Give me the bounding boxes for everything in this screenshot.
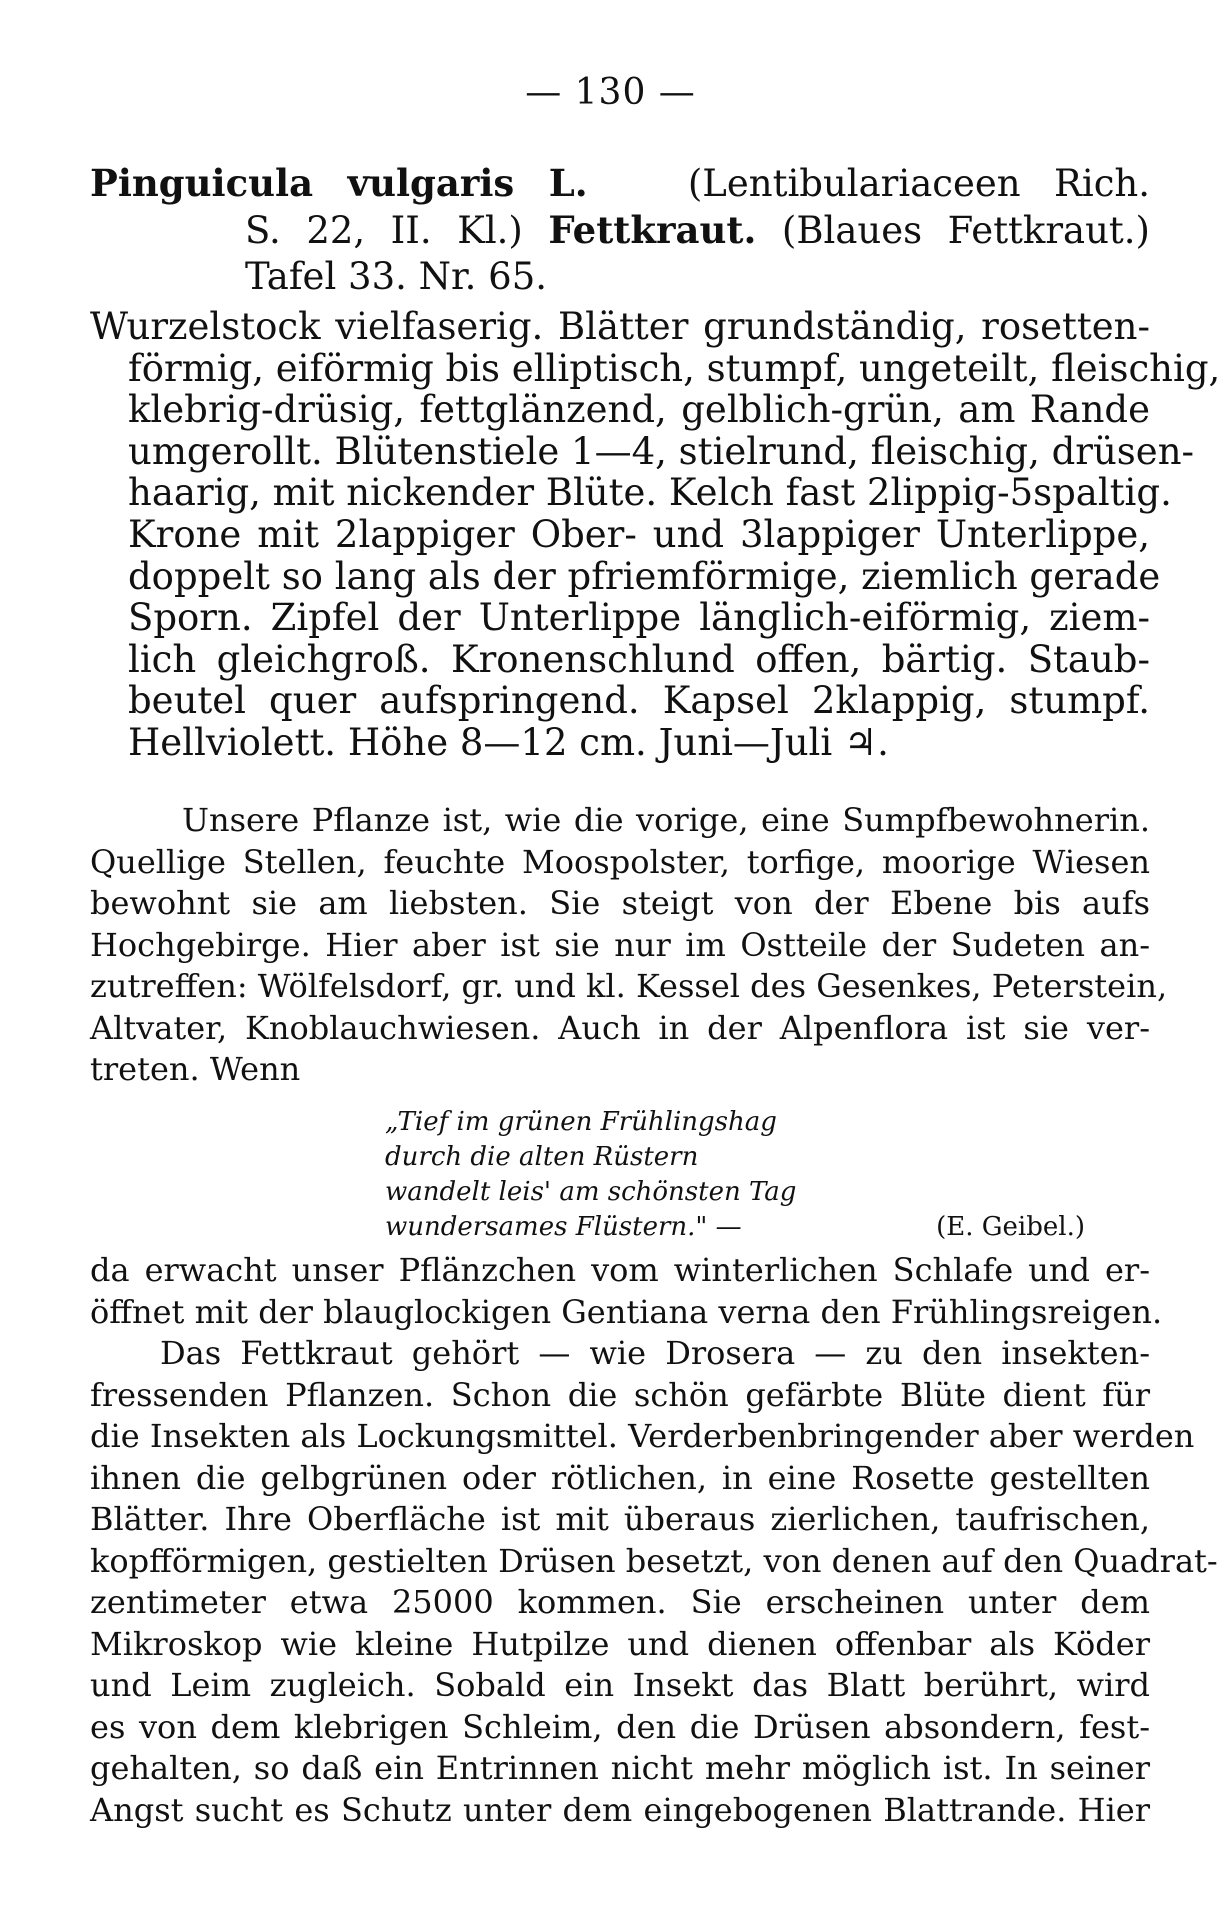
text-line: Angst sucht es Schutz unter dem eingebogenen Blattrande. Hier [90,1790,1150,1829]
text-line: Blätter. Ihre Oberfläche ist mit überaus zierlichen, taufrischen, [90,1500,1150,1538]
text-line: kopfförmigen, gestielten Drüsen besetzt, von denen auf den Quadrat- [90,1541,1218,1580]
family-name: (Lentibulariaceen Rich. [687,162,1151,205]
text-line: die Insekten als Lockungsmittel. Verderbenbringender aber werden [90,1417,1195,1455]
description-paragraph [90,305,1221,764]
heading-line-1 [90,160,1150,207]
poem-line: wundersames Flüstern." — [385,1212,742,1242]
text-line: da erwacht unser Pflänzchen vom winterlichen Schlafe und er- [90,1251,1150,1289]
alt-name: (Blaues Fettkraut.) [781,209,1150,252]
text-line: Krone mit 2lappiger Ober- und 3lappiger Unterlippe, [128,512,1150,556]
species-heading [90,160,1150,300]
text-line: Quellige Stellen, feuchte Moospolster, torfige, moorige Wiesen [90,842,1150,881]
text-line: doppelt so lang als der pfriemförmige, ziemlich gerade [128,554,1161,598]
poem-attribution: (E. Geibel.) [936,1212,1085,1242]
latin-name: Pinguicula vulgaris L. [90,161,588,205]
text-line: Altvater, Knoblauchwiesen. Auch in der Alpenflora ist sie ver- [90,1008,1150,1047]
text-line: Wurzelstock vielfaserig. Blätter grundständig, rosetten- [90,305,1150,348]
text-line: Hochgebirge. Hier aber ist sie nur im Ostteile der Sudeten an- [90,925,1150,964]
text-line: Mikroskop wie kleine Hutpilze und dienen offenbar als Köder [90,1624,1150,1663]
habitat-paragraph [90,800,1168,1091]
text-line: haarig, mit nickender Blüte. Kelch fast 2lippig-5spaltig. [128,471,1172,515]
text-line: treten. Wenn [90,1050,301,1088]
text-line: umgerollt. Blütenstiele 1—4, stielrund, fleischig, drüsen- [128,429,1195,473]
insectivory-paragraph [90,1250,1218,1831]
common-name: Fettkraut. [548,208,757,252]
text-line: und Leim zugleich. Sobald ein Insekt das Blatt berührt, wird [90,1666,1150,1704]
text-line: bewohnt sie am liebsten. Sie steigt von der Ebene bis aufs [90,884,1150,922]
poem-line: durch die alten Rüstern [385,1142,699,1172]
text-line: förmig, eiförmig bis elliptisch, stumpf, ungeteilt, fleischig, [128,346,1221,390]
text-line: fressenden Pflanzen. Schon die schön gefärbte Blüte dient für [90,1375,1150,1414]
text-line: Hellviolett. Höhe 8—12 cm. Juni—Juli ♃. [128,720,889,764]
text-line: zutreffen: Wölfelsdorf, gr. und kl. Kessel des Gesenkes, Peterstein, [90,967,1168,1005]
plate-reference: Tafel 33. Nr. 65. [245,255,548,298]
text-line: gehalten, so daß ein Entrinnen nicht mehr möglich ist. In seiner [90,1749,1150,1787]
page-number: — 130 — [525,72,696,113]
poem-quote [385,1105,1085,1245]
text-line: Sporn. Zipfel der Unterlippe länglich-eiförmig, ziem- [128,596,1150,640]
text-line: es von dem klebrigen Schleim, den die Drüsen absondern, fest- [90,1707,1150,1746]
system-ref: S. 22, II. Kl.) [245,209,523,252]
text-line: klebrig-drüsig, fettglänzend, gelblich-grün, am Rande [128,388,1150,432]
text-line: zentimeter etwa 25000 kommen. Sie erscheinen unter dem [90,1583,1150,1621]
poem-line: „Tief im grünen Frühlingshag [385,1107,777,1137]
text-line: lich gleichgroß. Kronenschlund offen, bärtig. Staub- [128,637,1150,681]
heading-line-2 [90,207,1150,254]
text-line: Das Fettkraut gehört — wie Drosera — zu den insekten- [160,1334,1150,1372]
text-line: beutel quer aufspringend. Kapsel 2klappig, stumpf. [128,679,1150,723]
text-line: öffnet mit der blauglockigen Gentiana verna den Frühlingsreigen. [90,1292,1163,1331]
poem-line: wandelt leis' am schönsten Tag [385,1177,797,1207]
text-line: Unsere Pflanze ist, wie die vorige, eine Sumpfbewohnerin. [182,801,1150,839]
text-line: ihnen die gelbgrünen oder rötlichen, in eine Rosette gestellten [90,1458,1150,1497]
